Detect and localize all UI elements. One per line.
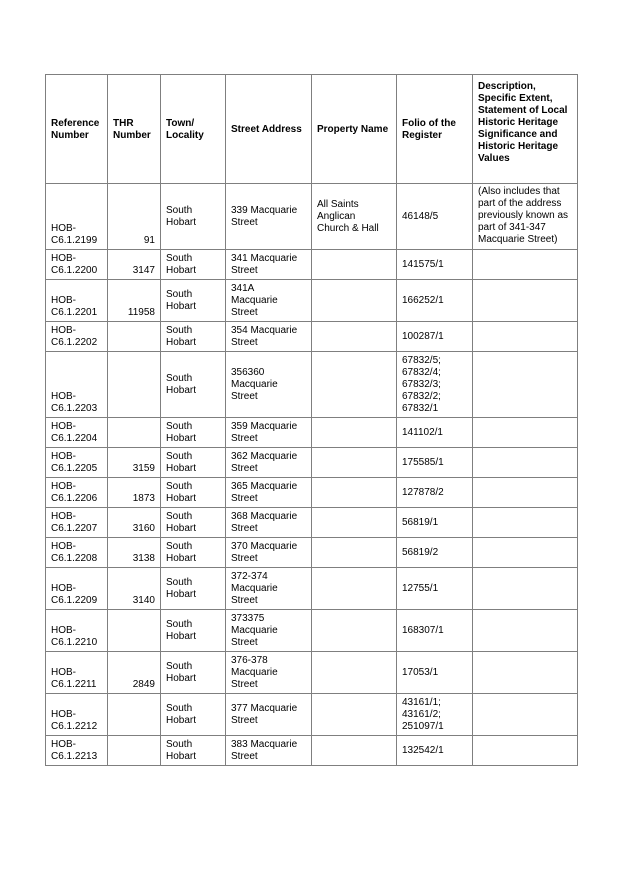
cell-reference-number: HOB- C6.1.2213 [46, 736, 108, 766]
cell-town-locality: South Hobart [161, 448, 226, 478]
cell-property-name [312, 448, 397, 478]
cell-folio: 166252/1 [397, 280, 473, 322]
cell-description [473, 250, 578, 280]
cell-description [473, 568, 578, 610]
cell-property-name [312, 250, 397, 280]
cell-folio: 12755/1 [397, 568, 473, 610]
cell-thr-number [108, 694, 161, 736]
header-reference-number: Reference Number [46, 75, 108, 184]
cell-reference-number: HOB- C6.1.2205 [46, 448, 108, 478]
cell-street-address: 377 Macquarie Street [226, 694, 312, 736]
cell-description [473, 652, 578, 694]
table-row [46, 352, 578, 418]
cell-street-address: 341A Macquarie Street [226, 280, 312, 322]
cell-street-address: 372-374 Macquarie Street [226, 568, 312, 610]
cell-property-name [312, 652, 397, 694]
cell-folio: 132542/1 [397, 736, 473, 766]
cell-folio: 67832/5; 67832/4; 67832/3; 67832/2; 67832/1 [397, 352, 473, 418]
cell-folio: 141575/1 [397, 250, 473, 280]
cell-town-locality: South Hobart [161, 352, 226, 418]
cell-description [473, 280, 578, 322]
cell-town-locality: South Hobart [161, 610, 226, 652]
table-row [46, 250, 578, 280]
cell-property-name [312, 610, 397, 652]
cell-description [473, 610, 578, 652]
cell-description [473, 508, 578, 538]
cell-reference-number: HOB- C6.1.2200 [46, 250, 108, 280]
cell-town-locality: South Hobart [161, 508, 226, 538]
cell-property-name [312, 322, 397, 352]
cell-thr-number [108, 322, 161, 352]
cell-folio: 17053/1 [397, 652, 473, 694]
cell-description: (Also includes that part of the address previously known as part of 341-347 Macquarie Street) [473, 184, 578, 250]
table-row [46, 538, 578, 568]
table-row [46, 694, 578, 736]
cell-reference-number: HOB- C6.1.2204 [46, 418, 108, 448]
cell-property-name [312, 418, 397, 448]
cell-property-name [312, 538, 397, 568]
cell-thr-number: 3160 [108, 508, 161, 538]
cell-folio: 127878/2 [397, 478, 473, 508]
cell-folio: 43161/1; 43161/2; 251097/1 [397, 694, 473, 736]
cell-street-address: 359 Macquarie Street [226, 418, 312, 448]
cell-reference-number: HOB- C6.1.2209 [46, 568, 108, 610]
cell-reference-number: HOB- C6.1.2212 [46, 694, 108, 736]
cell-town-locality: South Hobart [161, 568, 226, 610]
cell-town-locality: South Hobart [161, 250, 226, 280]
cell-description [473, 538, 578, 568]
cell-description [473, 478, 578, 508]
table-row [46, 448, 578, 478]
cell-property-name [312, 478, 397, 508]
cell-street-address: 339 Macquarie Street [226, 184, 312, 250]
table-row [46, 508, 578, 538]
cell-thr-number [108, 736, 161, 766]
table-row [46, 478, 578, 508]
cell-folio: 46148/5 [397, 184, 473, 250]
cell-folio: 56819/1 [397, 508, 473, 538]
cell-town-locality: South Hobart [161, 478, 226, 508]
cell-reference-number: HOB- C6.1.2210 [46, 610, 108, 652]
cell-street-address: 370 Macquarie Street [226, 538, 312, 568]
header-thr-number: THR Number [108, 75, 161, 184]
cell-town-locality: South Hobart [161, 418, 226, 448]
cell-town-locality: South Hobart [161, 184, 226, 250]
table-row [46, 280, 578, 322]
cell-thr-number: 1873 [108, 478, 161, 508]
cell-thr-number: 3147 [108, 250, 161, 280]
cell-reference-number: HOB- C6.1.2207 [46, 508, 108, 538]
cell-folio: 168307/1 [397, 610, 473, 652]
cell-folio: 100287/1 [397, 322, 473, 352]
cell-reference-number: HOB- C6.1.2203 [46, 352, 108, 418]
cell-street-address: 362 Macquarie Street [226, 448, 312, 478]
cell-reference-number: HOB- C6.1.2211 [46, 652, 108, 694]
cell-thr-number: 11958 [108, 280, 161, 322]
cell-reference-number: HOB- C6.1.2208 [46, 538, 108, 568]
cell-town-locality: South Hobart [161, 736, 226, 766]
header-town-locality: Town/ Locality [161, 75, 226, 184]
cell-thr-number [108, 352, 161, 418]
header-property-name: Property Name [312, 75, 397, 184]
cell-town-locality: South Hobart [161, 280, 226, 322]
cell-thr-number [108, 610, 161, 652]
cell-folio: 141102/1 [397, 418, 473, 448]
cell-street-address: 376-378 Macquarie Street [226, 652, 312, 694]
cell-property-name [312, 352, 397, 418]
cell-street-address: 365 Macquarie Street [226, 478, 312, 508]
cell-reference-number: HOB- C6.1.2206 [46, 478, 108, 508]
cell-description [473, 322, 578, 352]
cell-property-name [312, 736, 397, 766]
table-row [46, 568, 578, 610]
cell-street-address: 354 Macquarie Street [226, 322, 312, 352]
cell-thr-number: 3140 [108, 568, 161, 610]
cell-property-name [312, 280, 397, 322]
table-header-row [46, 75, 578, 184]
cell-thr-number: 3138 [108, 538, 161, 568]
cell-thr-number: 3159 [108, 448, 161, 478]
table-row [46, 610, 578, 652]
cell-thr-number: 91 [108, 184, 161, 250]
cell-thr-number: 2849 [108, 652, 161, 694]
cell-town-locality: South Hobart [161, 538, 226, 568]
cell-reference-number: HOB- C6.1.2202 [46, 322, 108, 352]
header-folio: Folio of the Register [397, 75, 473, 184]
cell-street-address: 373375 Macquarie Street [226, 610, 312, 652]
cell-street-address: 383 Macquarie Street [226, 736, 312, 766]
cell-description [473, 352, 578, 418]
cell-thr-number [108, 418, 161, 448]
cell-reference-number: HOB- C6.1.2201 [46, 280, 108, 322]
table-row [46, 322, 578, 352]
cell-town-locality: South Hobart [161, 322, 226, 352]
header-street-address: Street Address [226, 75, 312, 184]
cell-folio: 56819/2 [397, 538, 473, 568]
cell-description [473, 736, 578, 766]
cell-property-name: All Saints Anglican Church & Hall [312, 184, 397, 250]
cell-street-address: 341 Macquarie Street [226, 250, 312, 280]
cell-description [473, 418, 578, 448]
table-row [46, 736, 578, 766]
cell-town-locality: South Hobart [161, 652, 226, 694]
table-row [46, 184, 578, 250]
cell-reference-number: HOB- C6.1.2199 [46, 184, 108, 250]
cell-folio: 175585/1 [397, 448, 473, 478]
cell-property-name [312, 694, 397, 736]
cell-street-address: 368 Macquarie Street [226, 508, 312, 538]
cell-description [473, 694, 578, 736]
heritage-register-table [45, 74, 578, 766]
cell-town-locality: South Hobart [161, 694, 226, 736]
cell-property-name [312, 508, 397, 538]
table-row [46, 652, 578, 694]
table-row [46, 418, 578, 448]
header-description: Description, Specific Extent, Statement of Local Historic Heritage Significance and Historic Heritage Values [473, 75, 578, 184]
cell-property-name [312, 568, 397, 610]
cell-description [473, 448, 578, 478]
cell-street-address: 356360 Macquarie Street [226, 352, 312, 418]
